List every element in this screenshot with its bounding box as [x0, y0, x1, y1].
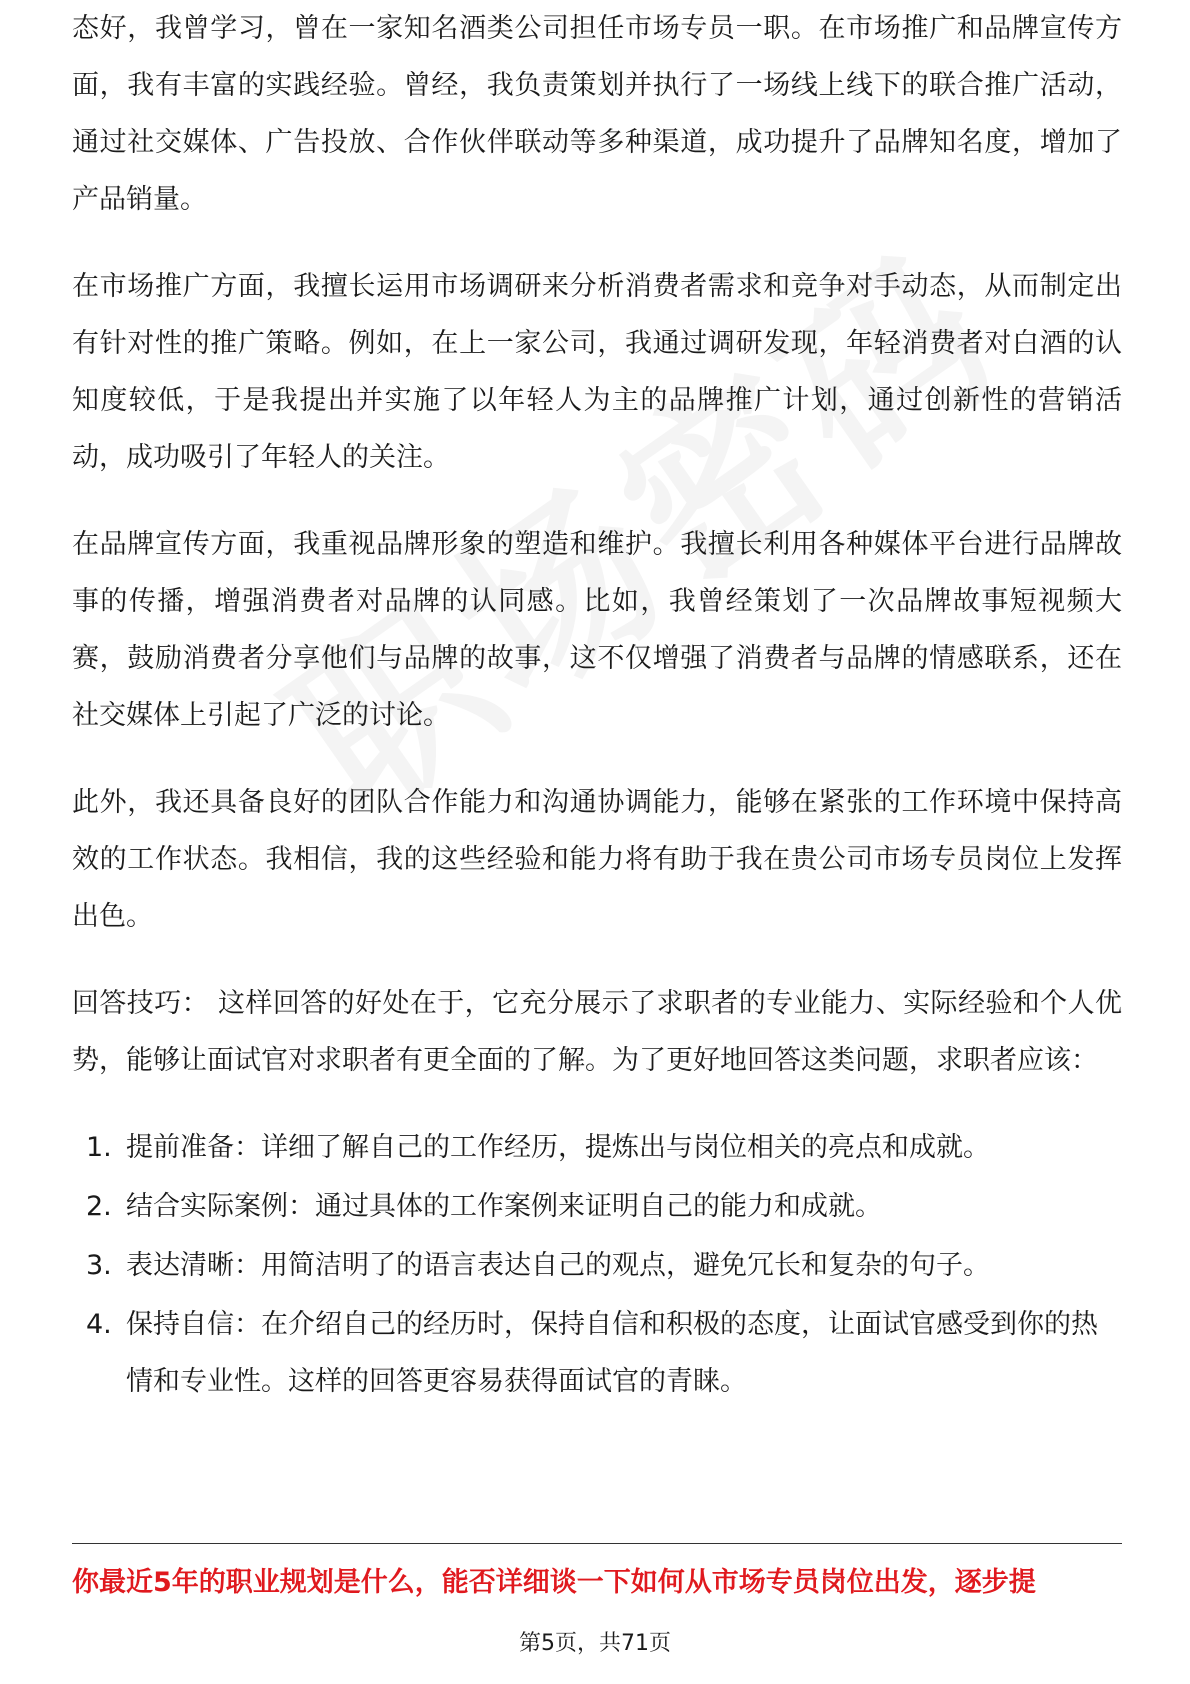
list-item	[72, 1296, 1122, 1410]
paragraph-intro: 态好，我曾学习，曾在一家知名酒类公司担任市场专员一职。在市场推广和品牌宣传方面，我有丰富的实践经验。曾经，我负责策划并执行了一场线上线下的联合推广活动，通过社交媒体、广告投放、合作伙伴联动等多种渠道，成功提升了品牌知名度，增加了产品销量。	[72, 13, 1122, 215]
list-item	[72, 1237, 1122, 1294]
page-footer: 第5页，共71页	[519, 1631, 671, 1656]
paragraph-marketing: 在市场推广方面，我擅长运用市场调研来分析消费者需求和竞争对手动态，从而制定出有针对性的推广策略。例如，在上一家公司，我通过调研发现，年轻消费者对白酒的认知度较低，于是我提出并实施了以年轻人为主的品牌推广计划，通过创新性的营销活动，成功吸引了年轻人的关注。	[72, 271, 1122, 473]
paragraph-answer-tips: 回答技巧： 这样回答的好处在于，它充分展示了求职者的专业能力、实际经验和个人优势，能够让面试官对求职者有更全面的了解。为了更好地回答这类问题，求职者应该：	[72, 988, 1122, 1076]
list-item	[72, 1178, 1122, 1235]
next-question-heading: 你最近5年的职业规划是什么，能否详细谈一下如何从市场专员岗位出发，逐步提	[72, 1567, 1036, 1598]
list-item	[72, 1119, 1122, 1176]
section-divider	[72, 1543, 1122, 1544]
document-body	[72, 13, 1122, 1412]
list-item-text: 表达清晰：用简洁明了的语言表达自己的观点，避免冗长和复杂的句子。	[126, 1250, 990, 1281]
list-item-text: 保持自信：在介绍自己的经历时，保持自信和积极的态度，让面试官感受到你的热情和专业性。这样的回答更容易获得面试官的青睐。	[126, 1309, 1098, 1397]
list-number: 1.	[86, 1132, 112, 1163]
paragraph-branding: 在品牌宣传方面，我重视品牌形象的塑造和维护。我擅长利用各种媒体平台进行品牌故事的传播，增强消费者对品牌的认同感。比如，我曾经策划了一次品牌故事短视频大赛，鼓励消费者分享他们与品牌的故事，这不仅增强了消费者与品牌的情感联系，还在社交媒体上引起了广泛的讨论。	[72, 529, 1122, 731]
list-number: 3.	[86, 1250, 112, 1281]
list-item-text: 结合实际案例：通过具体的工作案例来证明自己的能力和成就。	[126, 1191, 882, 1222]
paragraph-teamwork: 此外，我还具备良好的团队合作能力和沟通协调能力，能够在紧张的工作环境中保持高效的工作状态。我相信，我的这些经验和能力将有助于我在贵公司市场专员岗位上发挥出色。	[72, 787, 1122, 932]
tips-list	[72, 1119, 1122, 1410]
list-number: 4.	[86, 1309, 112, 1340]
list-number: 2.	[86, 1191, 112, 1222]
list-item-text: 提前准备：详细了解自己的工作经历，提炼出与岗位相关的亮点和成就。	[126, 1132, 990, 1163]
